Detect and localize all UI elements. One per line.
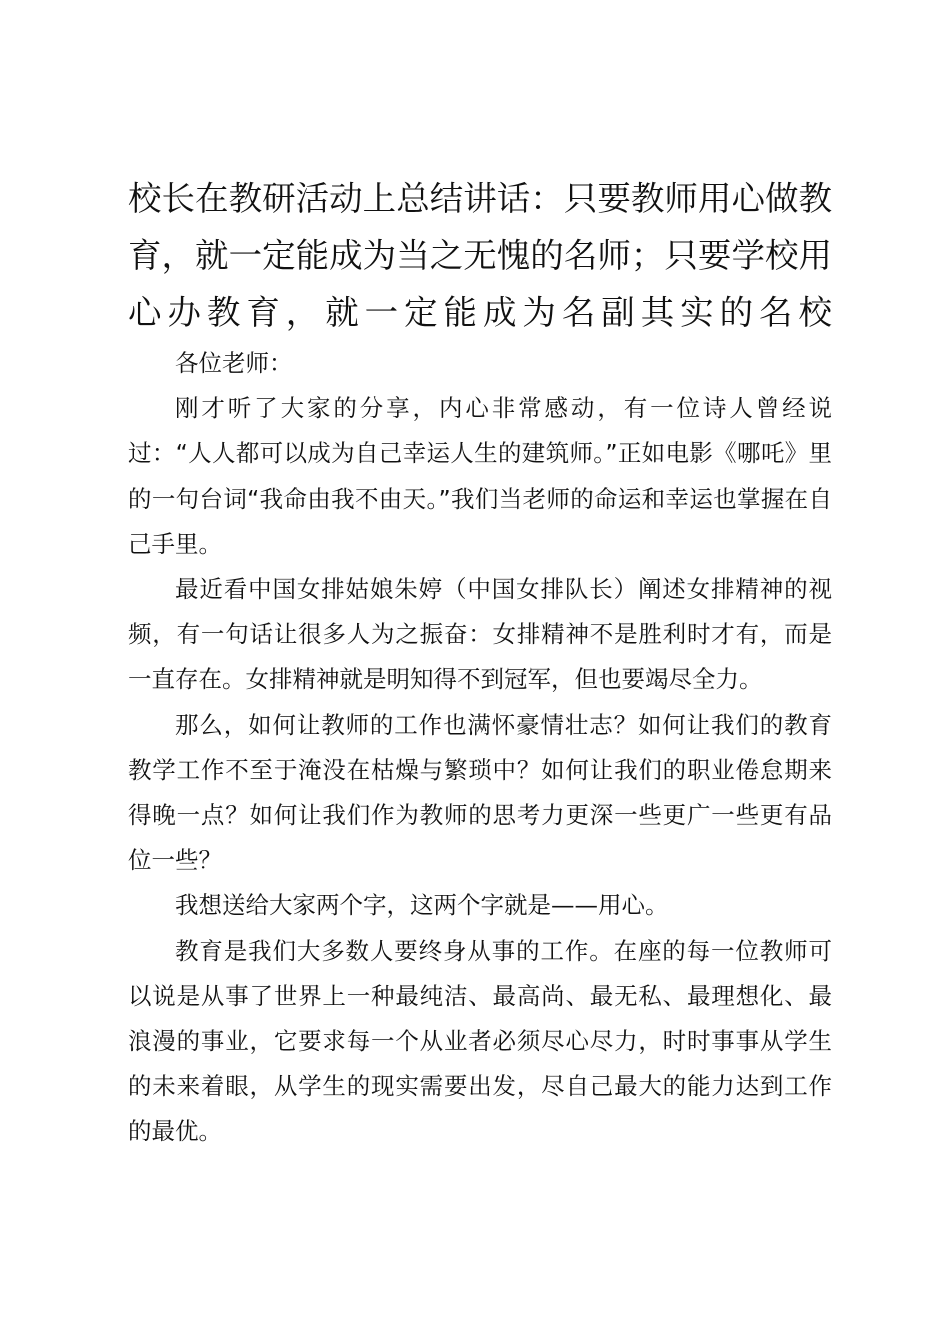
- paragraph-2: 最近看中国女排姑娘朱婷（中国女排队长）阐述女排精神的视频，有一句话让很多人为之振奋：女排精神不是胜利时才有，而是一直存在。女排精神就是明知得不到冠军，但也要竭尽全力。: [128, 575, 832, 694]
- paragraph-3: 那么，如何让教师的工作也满怀豪情壮志？如何让我们的教育教学工作不至于淹没在枯燥与繁琐中？如何让我们的职业倦怠期来得晚一点？如何让我们作为教师的思考力更深一些更广一些更有品位一些？: [128, 710, 832, 875]
- paragraph-4: 我想送给大家两个字，这两个字就是——用心。: [175, 891, 669, 920]
- paragraph-5: 教育是我们大多数人要终身从事的工作。在座的每一位教师可以说是从事了世界上一种最纯洁、最高尚、最无私、最理想化、最浪漫的事业，它要求每一个从业者必须尽心尽力，时时事事从学生的未来着眼，从学生的现实需要出发，尽自己最大的能力达到工作的最优。: [128, 936, 832, 1146]
- paragraph-1: 刚才听了大家的分享，内心非常感动，有一位诗人曾经说过：“人人都可以成为自己幸运人生的建筑师。”正如电影《哪吒》里的一句台词“我命由我不由天。”我们当老师的命运和幸运也掌握在自己手里。: [128, 394, 832, 558]
- document-page: [128, 170, 832, 1155]
- salutation: 各位老师：: [175, 349, 293, 377]
- document-title: 校长在教研活动上总结讲话：只要教师用心做教育，就一定能成为当之无愧的名师；只要学校用心办教育，就一定能成为名副其实的名校: [128, 179, 832, 332]
